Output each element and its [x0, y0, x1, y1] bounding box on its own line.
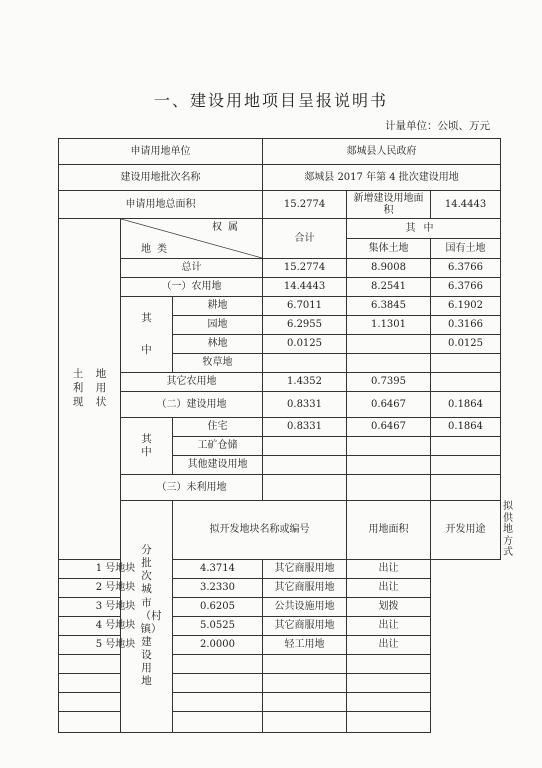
row-label: 总计 [121, 259, 263, 278]
plot-supply [347, 654, 431, 673]
row-collective [347, 335, 431, 354]
plot-supply: 出让 [347, 578, 431, 597]
row-label: 住宅 [173, 418, 263, 437]
plot-name-header: 拟开发地块名称或编号 [173, 501, 347, 560]
plot-supply: 出让 [347, 559, 431, 578]
row-collective [347, 437, 431, 456]
row-total [263, 475, 347, 501]
plot-use: 其它商服用地 [263, 578, 347, 597]
plot-use: 轻工用地 [263, 635, 347, 654]
plots-header-row: 分批次城市（村镇）建设用地 拟开发地块名称或编号 用地面积 开发用途 拟供地方式 [59, 501, 501, 560]
plot-name [59, 654, 173, 673]
section-char: 用 [95, 382, 107, 395]
plot-supply: 划拨 [347, 597, 431, 616]
table-row [59, 654, 501, 673]
plot-use [263, 711, 347, 732]
plot-area [173, 654, 263, 673]
row-collective: 0.6467 [347, 392, 431, 418]
row-label: （二）建设用地 [121, 392, 263, 418]
plot-name: 4 号地块 [59, 616, 173, 635]
table-row [59, 278, 501, 297]
plot-area [173, 692, 263, 711]
of-which-header: 其中 [347, 219, 501, 239]
land-use-section-label [59, 219, 121, 560]
applicant-label: 申请用地单位 [59, 139, 263, 165]
area-row [59, 191, 501, 219]
row-collective: 8.9008 [347, 259, 431, 278]
plot-use: 其它商服用地 [263, 616, 347, 635]
row-total: 1.4352 [263, 373, 347, 392]
qi-char: 其 [141, 312, 152, 325]
section-char: 利 [72, 382, 84, 395]
row-total: 0.0125 [263, 335, 347, 354]
total-area-value: 15.2774 [263, 191, 347, 219]
row-total: 0.8331 [263, 392, 347, 418]
row-label: 园地 [173, 316, 263, 335]
row-state: 0.0125 [431, 335, 501, 354]
row-label: 其它农用地 [121, 373, 263, 392]
row-state: 6.3766 [431, 259, 501, 278]
batch-row [59, 165, 501, 191]
plot-use-header: 开发用途 [431, 501, 501, 560]
row-state [431, 437, 501, 456]
plot-name [59, 673, 173, 692]
row-label: 林地 [173, 335, 263, 354]
table-row [59, 392, 501, 418]
batch-value: 郯城县 2017 年第 4 批次建设用地 [263, 165, 501, 191]
row-collective [347, 456, 431, 475]
row-total: 6.2955 [263, 316, 347, 335]
plot-area: 5.0525 [173, 616, 263, 635]
row-collective: 0.7395 [347, 373, 431, 392]
row-collective [347, 354, 431, 373]
section-char: 状 [95, 396, 107, 409]
table-row [59, 418, 501, 437]
plot-area: 3.2330 [173, 578, 263, 597]
row-collective: 6.3845 [347, 297, 431, 316]
qi-char: 其 [141, 432, 152, 445]
plot-area-header: 用地面积 [347, 501, 431, 560]
row-total: 0.8331 [263, 418, 347, 437]
table-row [59, 616, 501, 635]
table-row [59, 597, 501, 616]
plot-supply: 出让 [347, 616, 431, 635]
total-column-header: 合计 [263, 219, 347, 259]
plot-area: 0.6205 [173, 597, 263, 616]
applicant-value: 郯城县人民政府 [263, 139, 501, 165]
table-row [59, 692, 501, 711]
plot-area [173, 711, 263, 732]
row-state: 6.1902 [431, 297, 501, 316]
total-area-label: 申请用地总面积 [59, 191, 263, 219]
plot-name: 5 号地块 [59, 635, 173, 654]
land-report-table [58, 138, 514, 733]
row-total [263, 456, 347, 475]
section-char: 土 [72, 368, 84, 381]
row-state [431, 354, 501, 373]
plot-name: 2 号地块 [59, 578, 173, 597]
row-state: 0.3166 [431, 316, 501, 335]
table-row [59, 673, 501, 692]
row-total [263, 437, 347, 456]
row-label: 其他建设用地 [173, 456, 263, 475]
measurement-unit: 计量单位：公顷、万元 [385, 120, 490, 132]
table-row [59, 578, 501, 597]
diagonal-header-cell [121, 219, 263, 259]
plot-name [59, 692, 173, 711]
plot-supply [347, 711, 431, 732]
row-collective: 0.6467 [347, 418, 431, 437]
row-state [431, 373, 501, 392]
row-collective [347, 475, 431, 501]
section-char: 现 [72, 396, 84, 409]
table-row [59, 297, 501, 316]
of-which-vertical-label [121, 418, 173, 475]
of-which-vertical-label [121, 297, 173, 373]
plots-section-text: 分批次城市（村镇）建设用地 [140, 544, 162, 688]
document-title: 一、建设用地项目呈报说明书 [153, 91, 388, 110]
row-collective: 1.1301 [347, 316, 431, 335]
plot-area: 4.3714 [173, 559, 263, 578]
plot-name: 1 号地块 [59, 559, 173, 578]
row-total [263, 354, 347, 373]
section-char: 地 [95, 368, 107, 381]
batch-label: 建设用地批次名称 [59, 165, 263, 191]
row-total: 6.7011 [263, 297, 347, 316]
row-state [431, 456, 501, 475]
plot-use: 其它商服用地 [263, 559, 347, 578]
table-row [59, 711, 501, 732]
plot-use [263, 654, 347, 673]
land-use-header-row [59, 219, 501, 239]
row-collective: 8.2541 [347, 278, 431, 297]
plot-area: 2.0000 [173, 635, 263, 654]
plot-supply [347, 673, 431, 692]
row-label: 耕地 [173, 297, 263, 316]
applicant-row [59, 139, 501, 165]
table-row [59, 259, 501, 278]
ownership-label: 权属 [212, 222, 245, 233]
plot-use [263, 673, 347, 692]
zhong-char: 中 [141, 446, 152, 458]
row-total: 14.4443 [263, 278, 347, 297]
new-area-label: 新增建设用地面积 [347, 191, 431, 219]
row-label: 工矿仓储 [173, 437, 263, 456]
plot-name: 3 号地块 [59, 597, 173, 616]
table-row [59, 475, 501, 501]
row-label: （一）农用地 [121, 278, 263, 297]
plot-use: 公共设施用地 [263, 597, 347, 616]
plot-use [263, 692, 347, 711]
state-column-header: 国有土地 [431, 239, 501, 259]
plot-name [59, 711, 173, 732]
row-state: 0.1864 [431, 392, 501, 418]
table-row [59, 559, 501, 578]
plot-area [173, 673, 263, 692]
row-state: 0.1864 [431, 418, 501, 437]
new-area-value: 14.4443 [431, 191, 501, 219]
plot-supply [347, 692, 431, 711]
row-state: 6.3766 [431, 278, 501, 297]
zhong-char: 中 [141, 343, 152, 356]
row-total: 15.2774 [263, 259, 347, 278]
collective-column-header: 集体土地 [347, 239, 431, 259]
row-label: （三）未利用地 [121, 475, 263, 501]
table-row [59, 635, 501, 654]
category-label: 地类 [141, 243, 173, 255]
table-row [59, 373, 501, 392]
row-label: 牧草地 [173, 354, 263, 373]
row-state [431, 475, 501, 501]
plot-supply: 出让 [347, 635, 431, 654]
